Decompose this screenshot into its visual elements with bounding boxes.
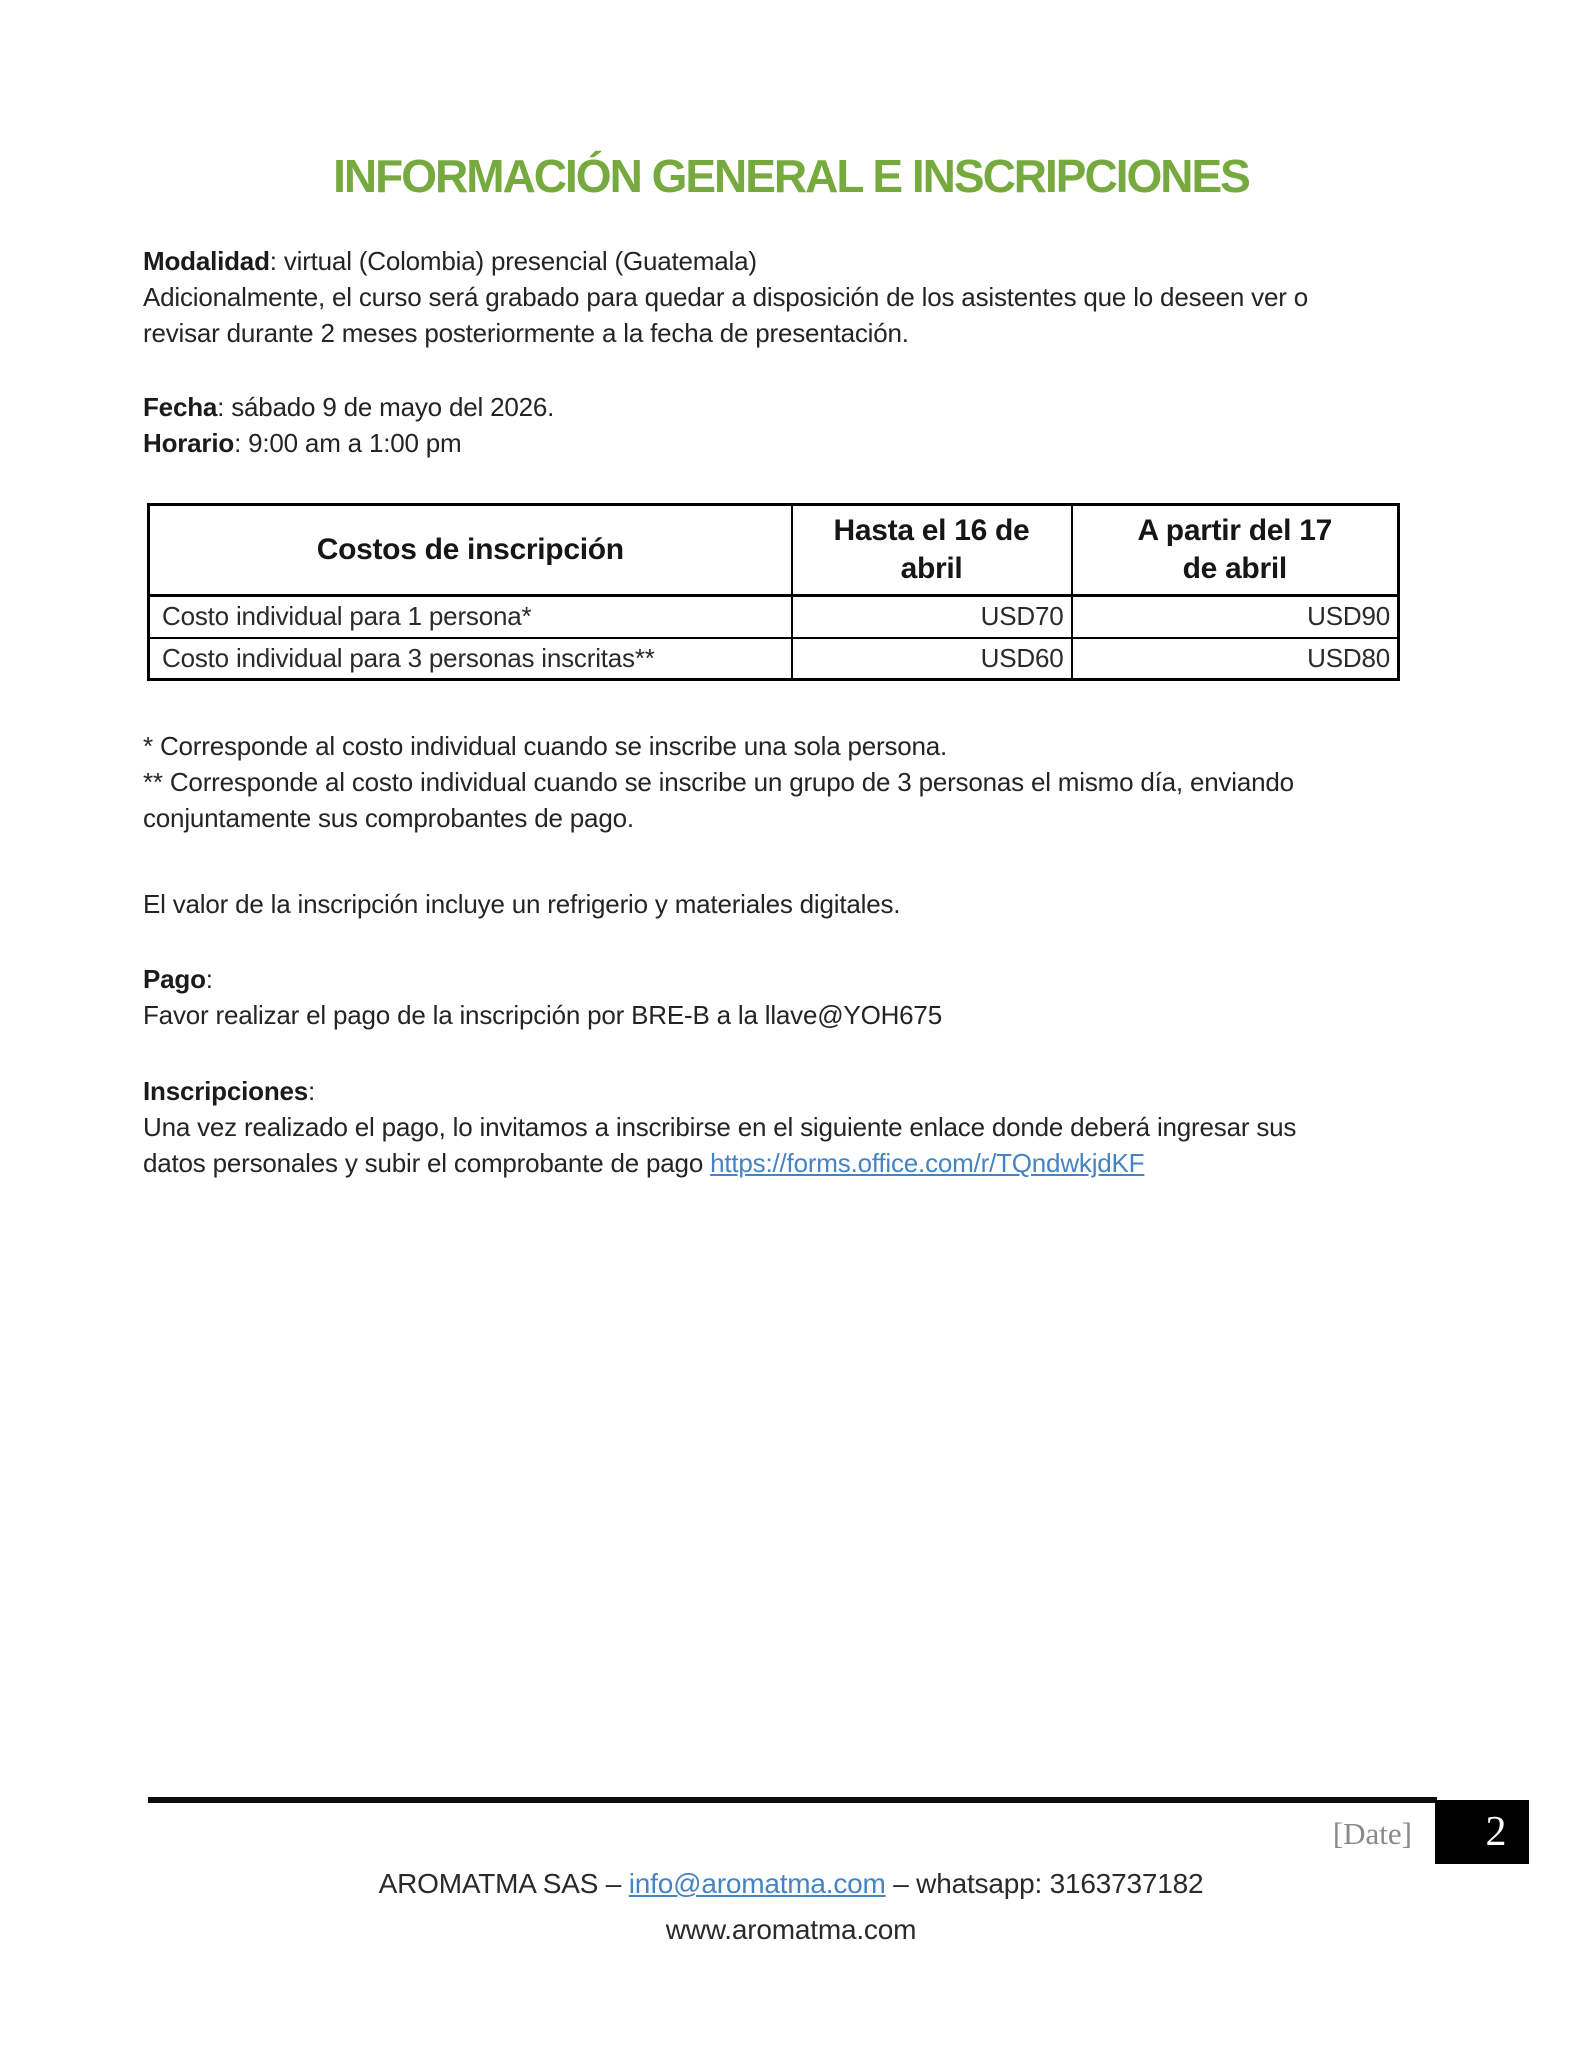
pago-heading [143, 961, 1443, 997]
row1-late-price: USD90 [1072, 596, 1399, 638]
modalidad-label: Modalidad [143, 246, 270, 276]
footnote-group-line-2: conjuntamente sus comprobantes de pago. [143, 803, 634, 833]
cost-table [147, 503, 1400, 681]
page-title: INFORMACIÓN GENERAL E INSCRIPCIONES [333, 150, 1249, 202]
row1-concept: Costo individual para 1 persona* [149, 596, 792, 638]
pago-label: Pago [143, 964, 206, 994]
modalidad-value: : virtual (Colombia) presencial (Guatemala) [269, 246, 757, 276]
inscripciones-heading [143, 1073, 1443, 1109]
horario-label: Horario [143, 428, 235, 458]
inscripciones-detail-line-1: Una vez realizado el pago, lo invitamos a inscribirse en el siguiente enlace donde deberá ingresar sus [143, 1112, 1297, 1142]
inscripciones-paragraph [143, 1073, 1443, 1181]
footer-website: www.aromatma.com [665, 1914, 917, 1945]
row2-concept: Costo individual para 3 personas inscritas** [149, 638, 792, 680]
modalidad-line [143, 243, 1443, 279]
footer-contact-line [0, 1866, 1582, 1902]
fecha-line [143, 389, 1443, 425]
footer-divider-rule [148, 1797, 1437, 1803]
includes-paragraph [143, 886, 1443, 922]
footnote-single: * Corresponde al costo individual cuando se inscribe una sola persona. [143, 731, 948, 761]
footnote-group-line-1: ** Corresponde al costo individual cuando se inscribe un grupo de 3 personas el mismo día, enviando [143, 767, 1294, 797]
horario-line [143, 425, 1443, 461]
page-number: 2 [1485, 1809, 1507, 1855]
fecha-value: : sábado 9 de mayo del 2026. [217, 392, 555, 422]
fecha-horario-paragraph [143, 389, 1443, 461]
row2-late-price: USD80 [1072, 638, 1399, 680]
table-row [149, 638, 1399, 680]
cost-table-header-concept: Costos de inscripción [149, 505, 792, 596]
header-early-line-1: Hasta el 16 de [833, 514, 1030, 547]
header-early-line-2: abril [900, 552, 963, 585]
includes-line: El valor de la inscripción incluye un refrigerio y materiales digitales. [143, 889, 901, 919]
inscripciones-detail-line-2 [143, 1145, 1443, 1181]
cost-table-header-early [792, 505, 1072, 596]
footer-email-link[interactable]: info@aromatma.com [628, 1868, 886, 1899]
cost-table-header-late [1072, 505, 1399, 596]
inscripciones-link-prefix: datos personales y subir el comprobante de pago [143, 1148, 711, 1178]
row2-early-price: USD60 [792, 638, 1072, 680]
header-late-line-2: de abril [1182, 552, 1287, 585]
header-late-line-1: A partir del 17 [1137, 514, 1332, 547]
footnotes-paragraph [143, 728, 1443, 836]
pago-paragraph [143, 961, 1443, 1033]
footer-company: AROMATMA SAS – [378, 1868, 629, 1899]
cost-table-header-row [149, 505, 1399, 596]
inscripciones-colon: : [308, 1076, 316, 1106]
footer-whatsapp: – whatsapp: 3163737182 [885, 1868, 1204, 1899]
row1-early-price: USD70 [792, 596, 1072, 638]
inscripciones-label: Inscripciones [143, 1076, 309, 1106]
pago-detail-line: Favor realizar el pago de la inscripción por BRE-B a la llave@YOH675 [143, 1000, 942, 1030]
date-placeholder: [Date] [1332, 1816, 1412, 1851]
modalidad-detail-line-2: revisar durante 2 meses posteriormente a la fecha de presentación. [143, 318, 909, 348]
pago-colon: : [205, 964, 213, 994]
registration-form-link[interactable]: https://forms.office.com/r/TQndwkjdKF [710, 1148, 1145, 1178]
modalidad-detail-line-1: Adicionalmente, el curso será grabado para quedar a disposición de los asistentes que lo deseen ver o [143, 282, 1308, 312]
table-row [149, 596, 1399, 638]
horario-value: : 9:00 am a 1:00 pm [234, 428, 462, 458]
page-number-box [1435, 1800, 1529, 1864]
fecha-label: Fecha [143, 392, 218, 422]
modalidad-paragraph [143, 243, 1443, 351]
